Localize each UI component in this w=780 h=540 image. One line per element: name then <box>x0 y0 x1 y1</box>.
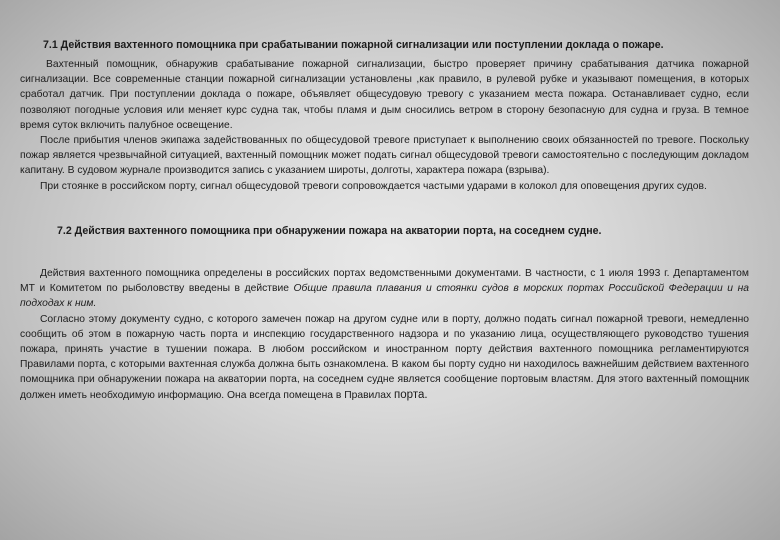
section-7-2-paragraph-2-text: Согласно этому документу судно, с которого замечен пожар на другом судне или в порту, должно подать сигнал пожарной тревоги, немедленно сообщить об этом в пожарную часть порта и инспекцию государственного надзора и по указанию лица, осуществляющего руководство тушения пожара, принять участие в тушении пожара. В любом российском и иностранном порту действия вахтенного помощника регламентируются Правилами порта, с которыми вахтенная служба должна быть ознакомлена. В каком бы порту судно ни находилось важнейшим действием вахтенного помощника при обнаружении пожара на акватории порта, на соседнем судне является сообщение портовым властям. Для этого вахтенный помощник должен иметь необходимую информацию. Она всегда помещена в Правилах <box>20 313 749 401</box>
section-7-1-heading: 7.1 Действия вахтенного помощника при срабатывании пожарной сигнализации или поступлении доклада о пожаре. <box>43 39 664 51</box>
section-7-2-paragraph-2-end: порта. <box>394 388 428 401</box>
rules-document-title: Общие правила плавания и стоянки судов в морских портах Российской Федерации и на подходах к ним. <box>20 283 749 310</box>
section-7-2-body <box>20 266 749 403</box>
section-7-2-paragraph-1 <box>20 266 749 312</box>
section-7-1-body <box>20 57 749 194</box>
section-7-2-heading: 7.2 Действия вахтенного помощника при обнаружении пожара на акватории порта, на соседнем судне. <box>57 225 602 237</box>
section-7-1-paragraph-2: После прибытия членов экипажа задействованных по общесудовой тревоге приступает к выполнению своих обязанностей по тревоге. Поскольку пожар является чрезвычайной ситуацией, вахтенный помощник может подать сигнал общесудовой тревоги самостоятельно с последующим докладом капитану. В судовом журнале производится запись с указанием широты, долготы, характера пожара (взрыва). <box>20 135 749 177</box>
section-7-1-paragraph-3: При стоянке в российском порту, сигнал общесудовой тревоги сопровождается частыми ударами в колокол для оповещения других судов. <box>40 180 707 192</box>
section-7-2-paragraph-1-text: Действия вахтенного помощника определены в российских портах ведомственными документами. В частности, с 1 июля 1993 г. Департаментом МТ и Комитетом по рыболовству введены в действие <box>20 268 749 295</box>
section-7-2-paragraph-2 <box>20 312 749 403</box>
section-7-1-paragraph-1: Вахтенный помощник, обнаружив срабатывание пожарной сигнализации, быстро проверяет причину срабатывания датчика пожарной сигнализации. Все современные станции пожарной сигнализации установлены ,как правило, в рулевой рубке и указывают помещения, в которых сработал датчик. При поступлении доклада о пожаре, объявляет общесудовую тревогу с указанием места пожара. Останавливает судно, если позволяют погодные условия или меняет курс судна так, чтобы пламя и дым сносились ветром в сторону безопасную для судна и груза. В темное время суток включить палубное освещение. <box>20 59 749 131</box>
